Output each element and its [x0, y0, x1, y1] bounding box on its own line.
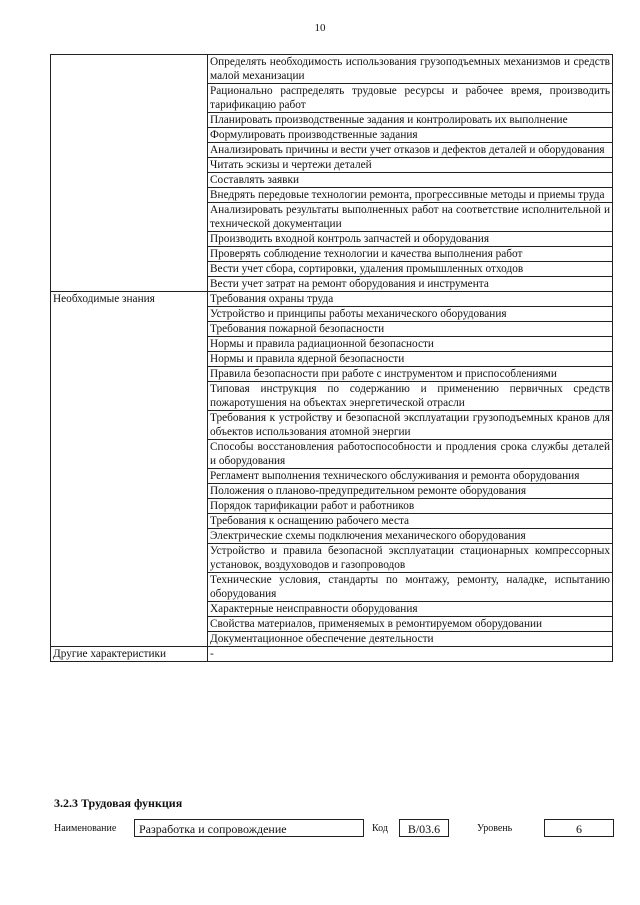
- table-row: [51, 55, 613, 84]
- cell-text: Определять необходимость использования грузоподъемных механизмов и средств малой механизации: [210, 56, 610, 82]
- table-cell: [208, 544, 613, 573]
- table-cell: [208, 499, 613, 514]
- table-cell: [208, 128, 613, 143]
- cell-text: Документационное обеспечение деятельности: [210, 633, 434, 645]
- cell-text: Вести учет затрат на ремонт оборудования и инструмента: [210, 278, 489, 290]
- cell-text: Формулировать производственные задания: [210, 129, 418, 141]
- name-field: Разработка и сопровождение: [134, 819, 364, 837]
- cell-text: Вести учет сбора, сортировки, удаления промышленных отходов: [210, 263, 524, 275]
- table-cell: [208, 307, 613, 322]
- table-cell: [208, 573, 613, 602]
- table-cell: [208, 352, 613, 367]
- table-cell: [208, 617, 613, 632]
- cell-text: Требования к оснащению рабочего места: [210, 515, 410, 527]
- cell-text: Технические условия, стандарты по монтажу, ремонту, наладке, испытанию оборудования: [210, 574, 610, 600]
- table-cell: [208, 143, 613, 158]
- table-cell: [208, 632, 613, 647]
- table-cell: [208, 602, 613, 617]
- cell-text: Устройство и правила безопасной эксплуатации стационарных компрессорных установок, воздуховодов и газопроводов: [210, 545, 610, 571]
- table-cell: [208, 367, 613, 382]
- cell-text: Анализировать результаты выполненных работ на соответствие исполнительной и технической документации: [210, 204, 610, 230]
- name-label: Наименование: [54, 823, 117, 834]
- cell-text: Способы восстановления работоспособности и продления срока службы деталей и оборудования: [210, 441, 610, 467]
- cell-text: Электрические схемы подключения механического оборудования: [210, 530, 526, 542]
- table-cell: [208, 382, 613, 411]
- row-group-label: Другие характеристики: [51, 647, 208, 662]
- cell-text: Читать эскизы и чертежи деталей: [210, 159, 372, 171]
- cell-text: Нормы и правила радиационной безопасности: [210, 338, 434, 350]
- table-cell: [208, 188, 613, 203]
- cell-text: Анализировать причины и вести учет отказов и дефектов деталей и оборудования: [210, 144, 605, 156]
- cell-text: Требования пожарной безопасности: [210, 323, 385, 335]
- cell-text: Составлять заявки: [210, 174, 300, 186]
- code-field: B/03.6: [399, 819, 449, 837]
- table-row: [51, 292, 613, 307]
- requirements-table: [50, 54, 613, 662]
- cell-text: Регламент выполнения технического обслуживания и ремонта оборудования: [210, 470, 580, 482]
- table-cell: [208, 262, 613, 277]
- level-label: Уровень: [477, 823, 513, 834]
- page-number: 10: [314, 22, 326, 34]
- level-field: 6: [544, 819, 614, 837]
- table-cell: [208, 173, 613, 188]
- table-cell: [208, 113, 613, 128]
- cell-text: Планировать производственные задания и контролировать их выполнение: [210, 114, 568, 126]
- table-cell: [208, 292, 613, 307]
- table-cell: [208, 55, 613, 84]
- table-cell: [208, 440, 613, 469]
- cell-text: Производить входной контроль запчастей и оборудования: [210, 233, 490, 245]
- table-cell: [208, 529, 613, 544]
- cell-text: Устройство и принципы работы механического оборудования: [210, 308, 507, 320]
- cell-text: Внедрять передовые технологии ремонта, прогрессивные методы и приемы труда: [210, 189, 605, 201]
- cell-text: Положения о планово-предупредительном ремонте оборудования: [210, 485, 527, 497]
- table-cell: [208, 158, 613, 173]
- cell-text: Требования к устройству и безопасной эксплуатации грузоподъемных кранов для объектов использования атомной энергии: [210, 412, 610, 438]
- table-row: [51, 647, 613, 662]
- table-cell: [208, 469, 613, 484]
- row-group-label: [51, 55, 208, 292]
- row-group-label: Необходимые знания: [51, 292, 208, 647]
- cell-text: -: [210, 648, 214, 660]
- cell-text: Нормы и правила ядерной безопасности: [210, 353, 405, 365]
- table-cell: [208, 514, 613, 529]
- table-cell: [208, 411, 613, 440]
- code-label: Код: [372, 823, 388, 834]
- cell-text: Типовая инструкция по содержанию и применению первичных средств пожаротушения на объектах энергетической отрасли: [210, 383, 610, 409]
- cell-text: Рационально распределять трудовые ресурсы и рабочее время, производить тарификацию работ: [210, 85, 610, 111]
- labor-function-row: [54, 819, 614, 841]
- table-cell: [208, 232, 613, 247]
- cell-text: Проверять соблюдение технологии и качества выполнения работ: [210, 248, 523, 260]
- table-cell: [208, 647, 613, 662]
- cell-text: Правила безопасности при работе с инструментом и приспособлениями: [210, 368, 557, 380]
- table-cell: [208, 484, 613, 499]
- table-cell: [208, 277, 613, 292]
- cell-text: Характерные неисправности оборудования: [210, 603, 418, 615]
- cell-text: Порядок тарификации работ и работников: [210, 500, 415, 512]
- table-cell: [208, 203, 613, 232]
- cell-text: Свойства материалов, применяемых в ремонтируемом оборудовании: [210, 618, 543, 630]
- table-cell: [208, 247, 613, 262]
- table-cell: [208, 337, 613, 352]
- table-cell: [208, 84, 613, 113]
- table-cell: [208, 322, 613, 337]
- cell-text: Требования охраны труда: [210, 293, 334, 305]
- section-heading: 3.2.3 Трудовая функция: [54, 796, 183, 810]
